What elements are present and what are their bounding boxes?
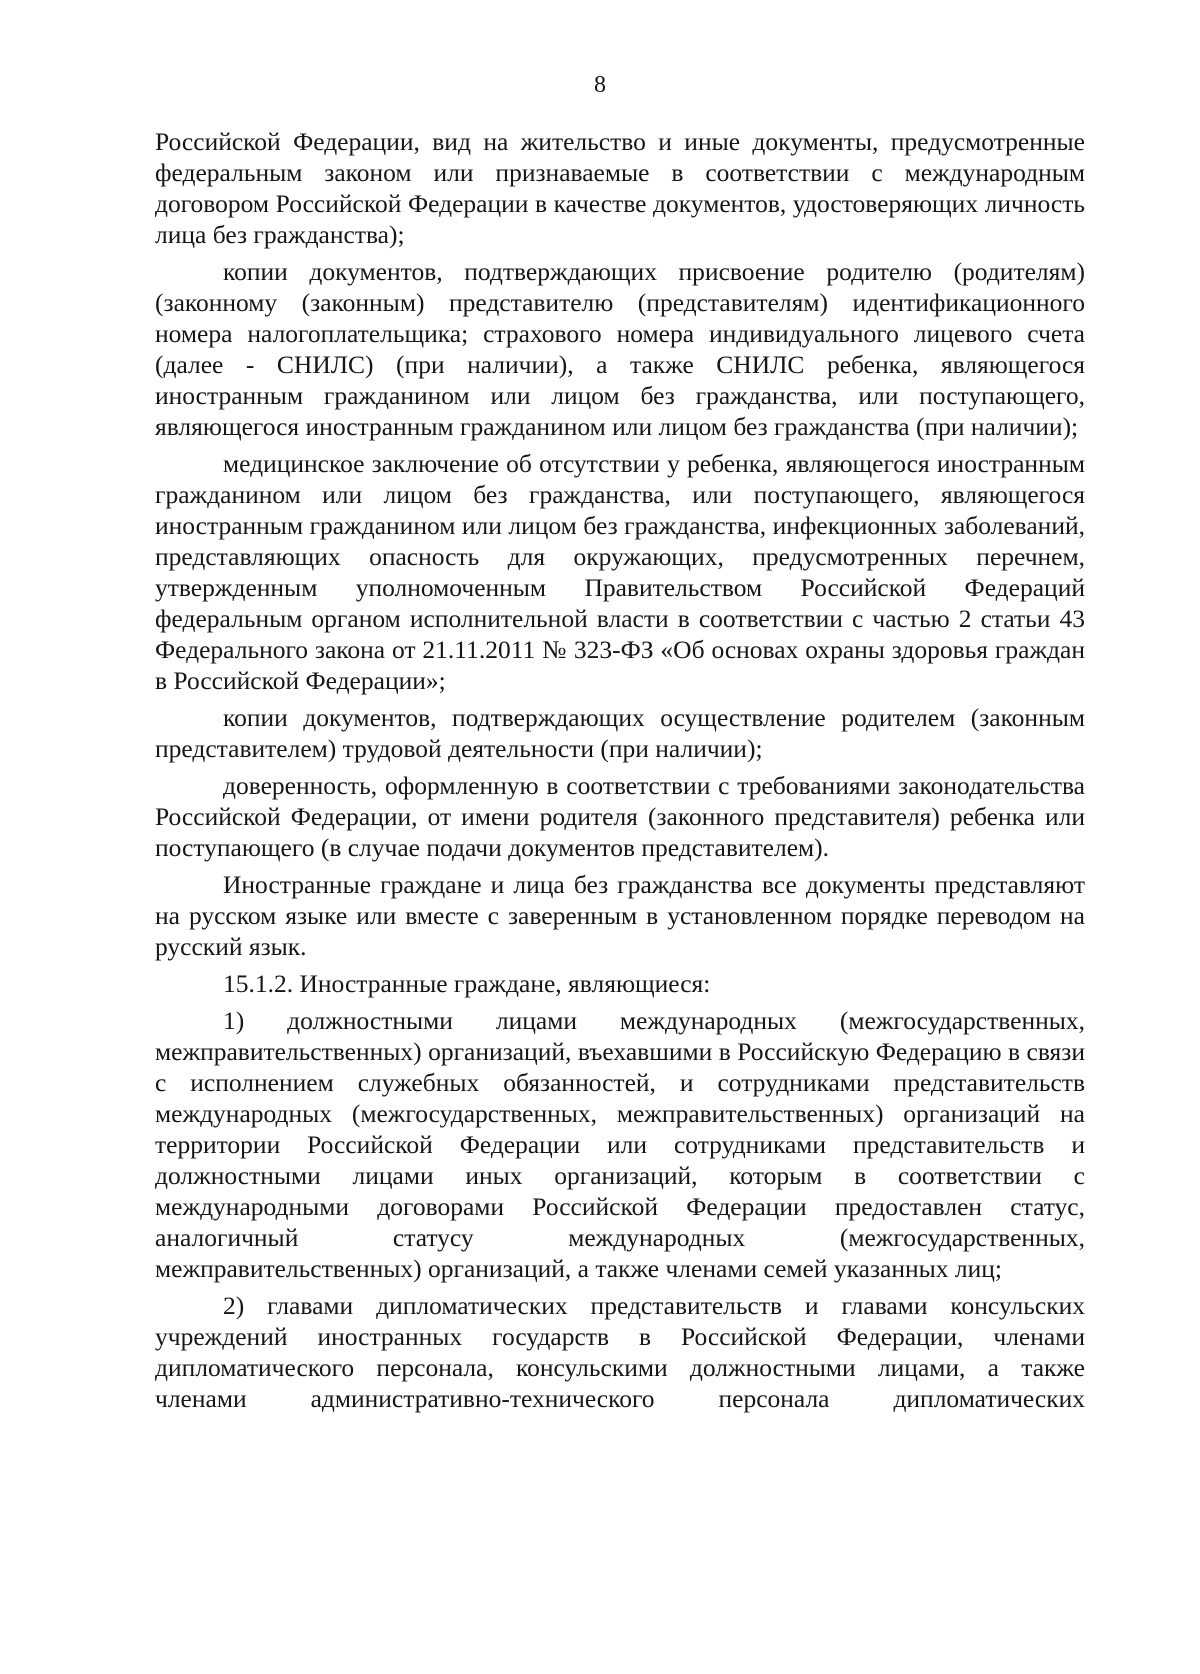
paragraph-medical-certificate: медицинское заключение об отсутствии у ребенка, являющегося иностранным гражданином или лицом без гражданства, или поступающего, являющегося иностранным гражданином или лицом без гражданства, инфекционных заболеваний, представляющих опасность для окружающих, предусмотренных перечнем, утвержденным уполномоченным Правительством Российской Федераций федеральным органом исполнительной власти в соответствии с частью 2 статьи 43 Федерального закона от 21.11.2011 № 323-ФЗ «Об основах охраны здоровья граждан в Российской Федерации»; xyxy=(155,449,1085,695)
paragraph-russian-language: Иностранные граждане и лица без гражданства все документы представляют на русском языке или вместе с заверенным в установленном порядке переводом на русский язык. xyxy=(155,870,1085,961)
paragraph-employment-copies: копии документов, подтверждающих осуществление родителем (законным представителем) трудовой деятельности (при наличии); xyxy=(155,703,1085,763)
paragraph-identity-documents: Российской Федерации, вид на жительство и иные документы, предусмотренные федеральным законом или признаваемые в соответствии с международным договором Российской Федерации в качестве документов, удостоверяющих личность лица без гражданства); xyxy=(155,127,1085,249)
section-heading-15-1-2: 15.1.2. Иностранные граждане, являющиеся: xyxy=(223,969,711,998)
list-item-1: 1) должностными лицами международных (межгосударственных, межправительственных) организаций, въехавшими в Российскую Федерацию в связи с исполнением служебных обязанностей, и сотрудниками представительств международных (межгосударственных, межправительственных) организаций на территории Российской Федерации или сотрудниками представительств и должностными лицами иных организаций, которым в соответствии с международными договорами Российской Федерации предоставлен статус, аналогичный статусу международных (межгосударственных, межправительственных) организаций, а также членами семей указанных лиц; xyxy=(155,1006,1085,1283)
document-body xyxy=(155,126,1085,1420)
paragraph-power-of-attorney: доверенность, оформленную в соответствии с требованиями законодательства Российской Федерации, от имени родителя (законного представителя) ребенка или поступающего (в случае подачи документов представителем). xyxy=(155,771,1085,862)
paragraph-tax-snils-copies: копии документов, подтверждающих присвоение родителю (родителям) (законному (законным) представителю (представителям) идентификационного номера налогоплательщика; страхового номера индивидуального лицевого счета (далее - СНИЛС) (при наличии), а также СНИЛС ребенка, являющегося иностранным гражданином или лицом без гражданства, или поступающего, являющегося иностранным гражданином или лицом без гражданства (при наличии); xyxy=(155,257,1085,441)
page-number: 8 xyxy=(594,72,606,98)
list-item-2: 2) главами дипломатических представительств и главами консульских учреждений иностранных государств в Российской Федерации, членами дипломатического персонала, консульскими должностными лицами, а также членами административно-технического персонала дипломатических xyxy=(155,1291,1085,1413)
